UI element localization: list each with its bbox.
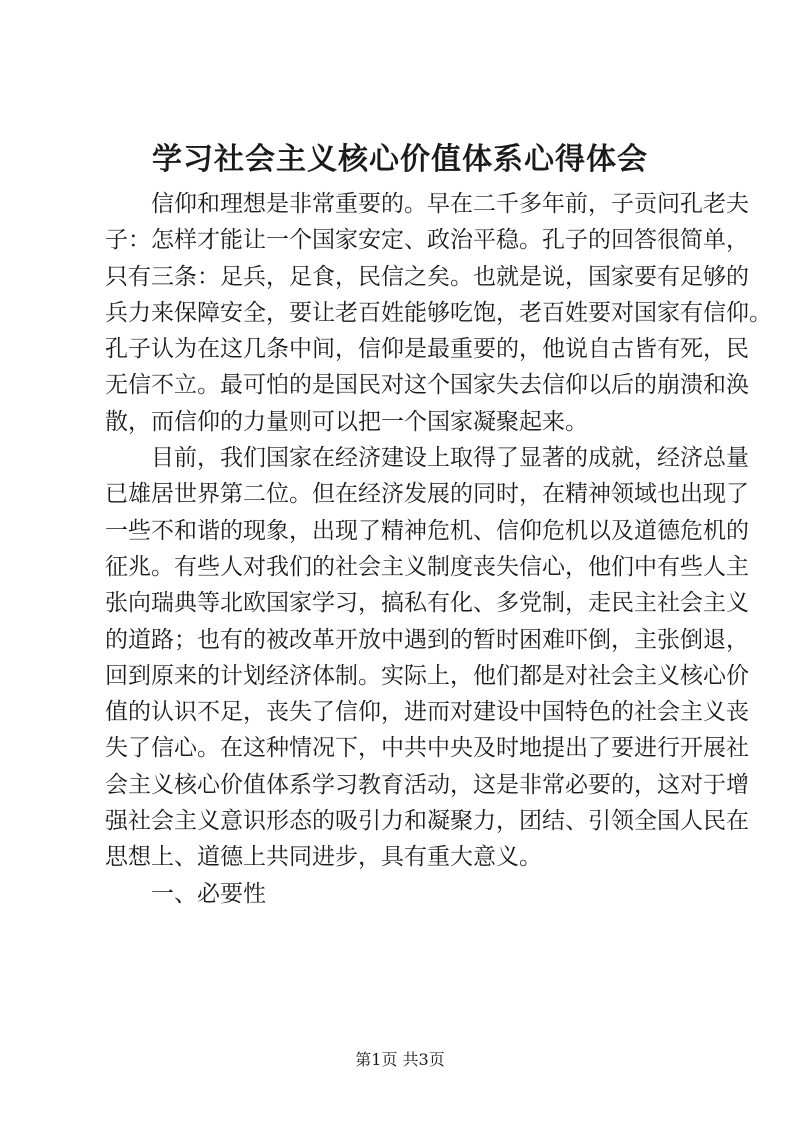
text-line: 失了信心。在这种情况下，中共中央及时地提出了要进行开展社 — [105, 735, 749, 762]
text-line: 目前，我们国家在经济建设上取得了显著的成就，经济总量 — [151, 445, 749, 472]
text-line: 无信不立。最可怕的是国民对这个国家失去信仰以后的崩溃和涣 — [105, 372, 749, 399]
text-line: 散，而信仰的力量则可以把一个国家凝聚起来。 — [105, 408, 588, 435]
text-line: 回到原来的计划经济体制。实际上，他们都是对社会主义核心价 — [105, 662, 749, 689]
text-line: 一些不和谐的现象，出现了精神危机、信仰危机以及道德危机的 — [105, 517, 749, 544]
text-line: 只有三条：足兵，足食，民信之矣。也就是说，国家要有足够的 — [105, 263, 749, 290]
text-line: 孔子认为在这几条中间，信仰是最重要的，他说自古皆有死，民 — [105, 336, 749, 363]
text-line: 子：怎样才能让一个国家安定、政治平稳。孔子的回答很简单， — [105, 227, 749, 254]
text-line: 值的认识不足，丧失了信仰，进而对建设中国特色的社会主义丧 — [105, 699, 749, 726]
text-line: 会主义核心价值体系学习教育活动，这是非常必要的，这对于增 — [105, 771, 749, 798]
page-footer: 第1页 共3页 — [355, 1050, 445, 1069]
text-line: 张向瑞典等北欧国家学习，搞私有化、多党制，走民主社会主义 — [105, 590, 749, 617]
text-line: 思想上、道德上共同进步，具有重大意义。 — [105, 844, 542, 871]
section-heading: 一、必要性 — [151, 880, 266, 907]
text-line: 征兆。有些人对我们的社会主义制度丧失信心，他们中有些人主 — [105, 553, 749, 580]
document-body — [105, 186, 772, 912]
text-line: 兵力来保障安全，要让老百姓能够吃饱，老百姓要对国家有信仰。 — [105, 299, 772, 326]
text-line: 的道路；也有的被改革开放中遇到的暂时困难吓倒，主张倒退， — [105, 626, 749, 653]
paragraph-2 — [105, 440, 749, 876]
text-line: 信仰和理想是非常重要的。早在二千多年前，子贡问孔老夫 — [151, 191, 749, 217]
document-title: 学习社会主义核心价值体系心得体会 — [152, 142, 648, 177]
text-line: 强社会主义意识形态的吸引力和凝聚力，团结、引领全国人民在 — [105, 808, 749, 835]
text-line: 已雄居世界第二位。但在经济发展的同时，在精神领域也出现了 — [105, 481, 749, 508]
paragraph-1 — [105, 186, 772, 440]
